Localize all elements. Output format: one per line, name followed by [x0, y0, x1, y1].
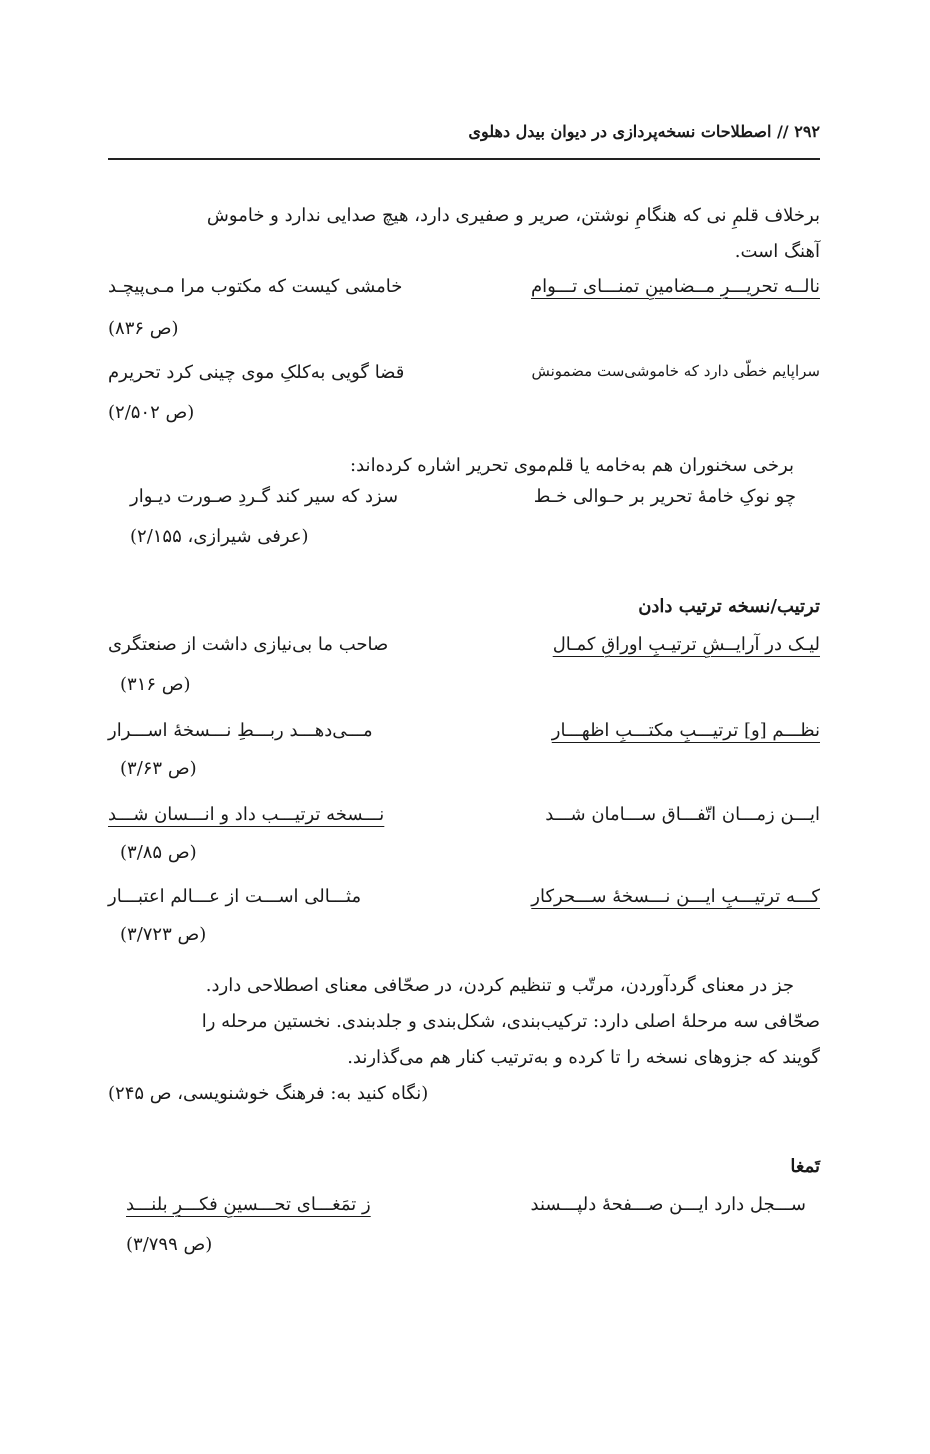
verse-reference: (ص ۳/۷۹۹) [126, 1234, 213, 1255]
verse-row [126, 1190, 806, 1230]
intro-paragraph [108, 198, 820, 270]
verse-row [108, 272, 820, 312]
others-intro [108, 448, 820, 484]
verse-hemistich-left: سزد که سیر کند گـردِ صـورت دیـوار [130, 486, 399, 507]
verse-row [108, 800, 820, 840]
intro-line-2: آهنگ است. [734, 241, 820, 262]
verse-hemistich-left: قضا گویی به‌کلکِ موی چینی کرد تحریرم [108, 362, 405, 383]
verse-hemistich-left: ز تمَغـــای تحـــسینِ فکـــرِ بلنـــد [126, 1194, 371, 1215]
verse-hemistich-right: نظـــم [و] ترتیـــبِ مکتـــبِ اظهـــار [551, 720, 820, 741]
section-paragraph [108, 968, 820, 1112]
verse-reference: (ص ۳/۷۲۳) [120, 924, 207, 945]
verse-row [108, 716, 820, 756]
verse-row [108, 882, 820, 922]
verse-hemistich-left: صاحب ما بی‌نیازی داشت از صنعتگری [108, 634, 389, 655]
verse-hemistich-right: سراپایم خطّی دارد که خاموشی‌ست مضمونش [531, 362, 820, 380]
running-header [108, 120, 820, 160]
section-heading [108, 1156, 820, 1177]
verse-hemistich-right: کـــه ترتیـــبِ ایـــن نـــسخۀ ســـحرکار [531, 886, 820, 907]
verse-reference: (ص ۸۳۶) [108, 318, 179, 339]
others-intro-line: برخی سخنوران هم به‌خامه یا قلم‌موی تحریر اشاره کرده‌اند: [350, 455, 794, 476]
verse-row [108, 358, 820, 398]
verse-hemistich-left: مـــی‌دهـــد ربـــطِ نـــسخۀ اســـرار [108, 720, 373, 741]
header-title: ۲۹۲ // اصطلاحات نسخه‌پردازی در دیوان بیدل دهلوی [468, 122, 820, 141]
paragraph-line: صحّافی سه مرحلۀ اصلی دارد: ترکیب‌بندی، شکل‌بندی و جلدبندی. نخستین مرحله را [201, 1011, 820, 1032]
section-heading [108, 596, 820, 617]
intro-line-1: برخلاف قلمِ نی که هنگامِ نوشتن، صریر و صفیری دارد، هیچ صدایی ندارد و خاموش [206, 205, 820, 226]
verse-row [108, 630, 820, 670]
paragraph-citation: (نگاه کنید به: فرهنگ خوشنویسی، ص ۲۴۵) [108, 1083, 429, 1104]
verse-hemistich-right: ایـــن زمـــان اتّفـــاق ســـامان شـــد [545, 804, 820, 825]
verse-reference: (عرفی شیرازی، ۲/۱۵۵) [130, 526, 309, 547]
verse-hemistich-right: لیـک در آرایــشِ ترتیـبِ اوراقِ کمـال [552, 634, 820, 655]
section-heading-text: تَمغا [790, 1156, 820, 1177]
verse-reference: (ص ۳۱۶) [120, 674, 191, 695]
verse-reference: (ص ۲/۵۰۲) [108, 402, 195, 423]
verse-hemistich-right: نالــه تحریـــرِ مــضامینِ تمنـــای تـــوام [531, 276, 820, 297]
section-heading-text: ترتیب/نسخه ترتیب دادن [638, 596, 820, 617]
paragraph-line: گویند که جزوهای نسخه را تا کرده و به‌ترتیب کنار هم می‌گذارند. [347, 1047, 820, 1068]
verse-hemistich-left: نـــسخه ترتیـــب داد و انـــسان شـــد [108, 804, 385, 825]
verse-hemistich-right: چو نوکِ خامۀ تحریر بر حـوالی خـط [533, 486, 796, 507]
verse-hemistich-left: مثـــالی اســـت از عـــالم اعتبـــار [108, 886, 362, 907]
verse-reference: (ص ۳/۸۵) [120, 842, 197, 863]
verse-hemistich-left: خامشی کیست که مکتوب مرا مـی‌پیچـد [108, 276, 403, 297]
verse-row [130, 482, 796, 522]
verse-reference: (ص ۳/۶۳) [120, 758, 197, 779]
paragraph-line: جز در معنای گردآوردن، مرتّب و تنظیم کردن، در صحّافی معنای اصطلاحی دارد. [205, 975, 794, 996]
verse-hemistich-right: ســـجل دارد ایـــن صـــفحۀ دلپـــسند [530, 1194, 806, 1215]
